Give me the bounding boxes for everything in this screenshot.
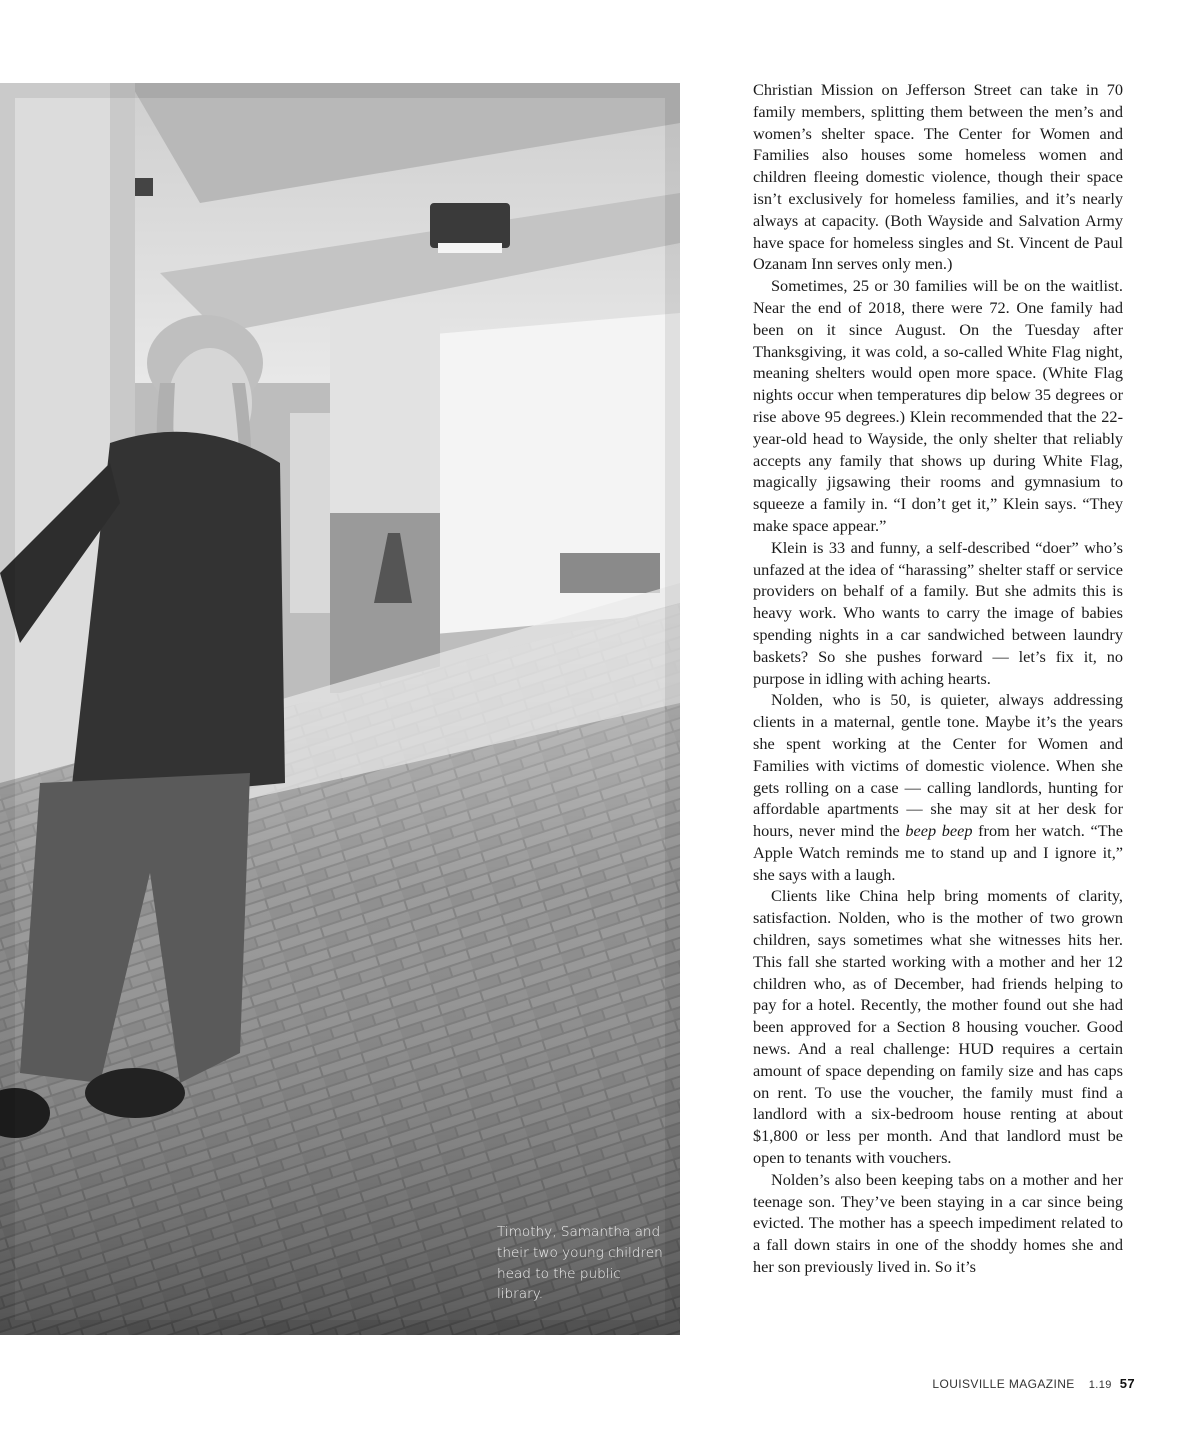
- article-paragraph: Klein is 33 and funny, a self-described “doer” who’s unfazed at the idea of “harassing” shelter staff or service providers on behalf of a family. But she admits this is heavy work. Who wants to carry the image of babies spending nights in a car sandwiched between laundry baskets? So she pushes forward — let’s fix it, no purpose in idling with aching hearts.: [753, 537, 1123, 688]
- paragraph-text: from her watch. “The Apple Watch reminds me to stand up and I ignore it,” she says with a laugh.: [753, 821, 1123, 884]
- feature-photo: [0, 83, 680, 1335]
- article-paragraph: Clients like China help bring moments of clarity, satisfaction. Nolden, who is the mother of two grown children, says sometimes what she witnesses hits her. This fall she started working with a mother and her 12 children who, as of December, had friends helping to pay for a hotel. Recently, the mother found out she had been approved for a Section 8 housing voucher. Good news. And a real challenge: HUD requires a certain amount of space depending on family size and has caps on rent. To use the voucher, the family must find a landlord with a six-bedroom house renting at about $1,800 or less per month. And that landlord must be open to tenants with vouchers.: [753, 886, 1123, 1168]
- article-paragraph: [753, 689, 1123, 885]
- issue-number: 1.19: [1088, 1379, 1112, 1391]
- article-paragraph: Christian Mission on Jefferson Street can take in 70 family members, splitting them between the men’s and women’s shelter space. The Center for Women and Families also houses some homeless women and children fleeing domestic violence, though their space isn’t exclusively for homeless families, and it’s nearly always at capacity. (Both Wayside and Salvation Army have space for homeless singles and St. Vincent de Paul Ozanam Inn serves only men.): [753, 80, 1123, 274]
- article-paragraph: Sometimes, 25 or 30 families will be on the waitlist. Near the end of 2018, there were 72. One family had been on it since August. On the Tuesday after Thanksgiving, it was cold, a so-called White Flag night, meaning shelters would open more space. (White Flag nights occur when temperatures dip below 35 degrees or rise above 95 degrees.) Klein recommended that the 22-year-old head to Wayside, the only shelter that reliably accepts any family that shows up during White Flag, magically jigsawing their rooms and gymnasium to squeeze a family in. “I don’t get it,” Klein says. “They make space appear.”: [753, 276, 1123, 535]
- paragraph-text: Nolden, who is 50, is quieter, always addressing clients in a maternal, gentle tone. Maybe it’s the years she spent working at the Center for Women and Families with victims of domestic violence. When she gets rolling on a case — calling landlords, hunting for affordable apartments — she may sit at her desk for hours, never mind the: [753, 690, 1123, 841]
- article-body: [753, 79, 1123, 1278]
- publication-name: LOUISVILLE MAGAZINE: [932, 1377, 1075, 1391]
- article-paragraph: Nolden’s also been keeping tabs on a mother and her teenage son. They’ve been staying in a car since being evicted. The mother has a speech impediment related to a fall down stairs in one of the shoddy homes she and her son previously lived in. So it’s: [753, 1169, 1123, 1277]
- page-number: 57: [1119, 1376, 1135, 1391]
- photo-caption: Timothy, Samantha and their two young children head to the public library.: [497, 1224, 663, 1303]
- page-footer: [932, 1376, 1135, 1391]
- photo-illustration: [0, 83, 680, 1335]
- italic-phrase: beep beep: [905, 821, 973, 841]
